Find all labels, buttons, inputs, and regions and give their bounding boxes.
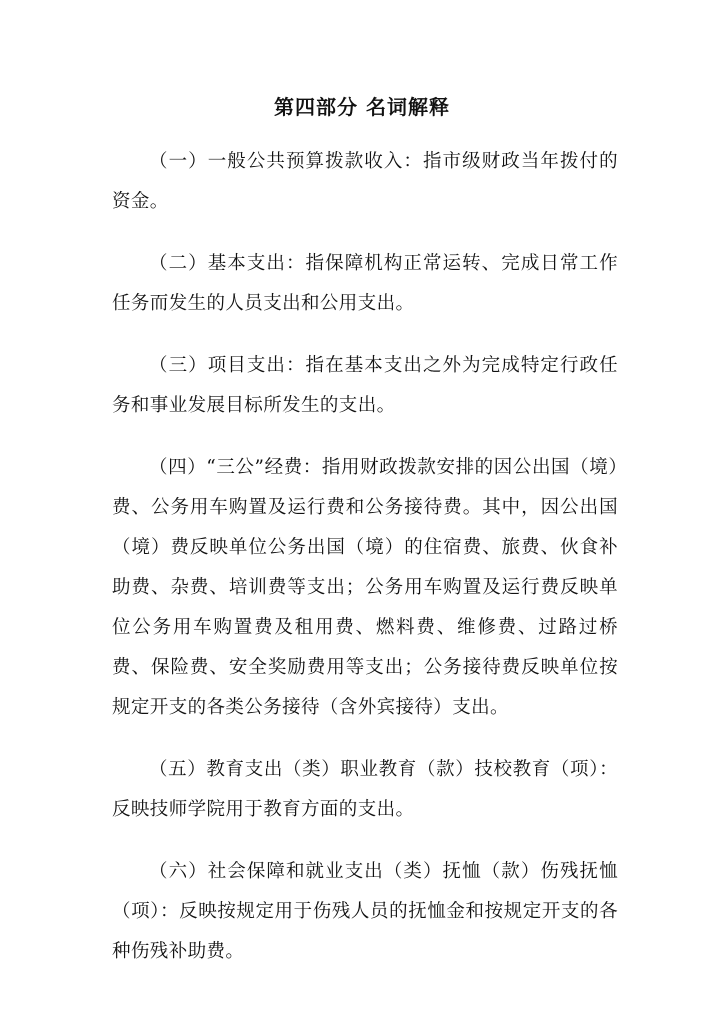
paragraph-1: （一）一般公共预算拨款收入：指市级财政当年拨付的资金。: [112, 151, 618, 212]
paragraph-5: （五）教育支出（类）职业教育（款）技校教育（项）：反映技师学院用于教育方面的支出。: [112, 759, 618, 820]
paragraph-4: （四）“三公”经费：指用财政拨款安排的因公出国（境）费、公务用车购置及运行费和公务接待费。其中，因公出国（境）费反映单位公务出国（境）的住宿费、旅费、伙食补助费、杂费、培训费等支出；公务用车购置及运行费反映单位公务用车购置费及租用费、燃料费、维修费、过路过桥费、保险费、安全奖励费用等支出；公务接待费反映单位按规定开支的各类公务接待（含外宾接待）支出。: [112, 457, 618, 718]
paragraph-6: （六）社会保障和就业支出（类）抚恤（款）伤残抚恤（项）：反映按规定用于伤残人员的抚恤金和按规定开支的各种伤残补助费。: [112, 861, 618, 962]
paragraph-2: （二）基本支出：指保障机构正常运转、完成日常工作任务而发生的人员支出和公用支出。: [112, 253, 618, 314]
page-title: 第四部分 名词解释: [274, 95, 450, 119]
paragraph-3: （三）项目支出：指在基本支出之外为完成特定行政任务和事业发展目标所发生的支出。: [112, 355, 618, 416]
document-body: [112, 142, 618, 994]
